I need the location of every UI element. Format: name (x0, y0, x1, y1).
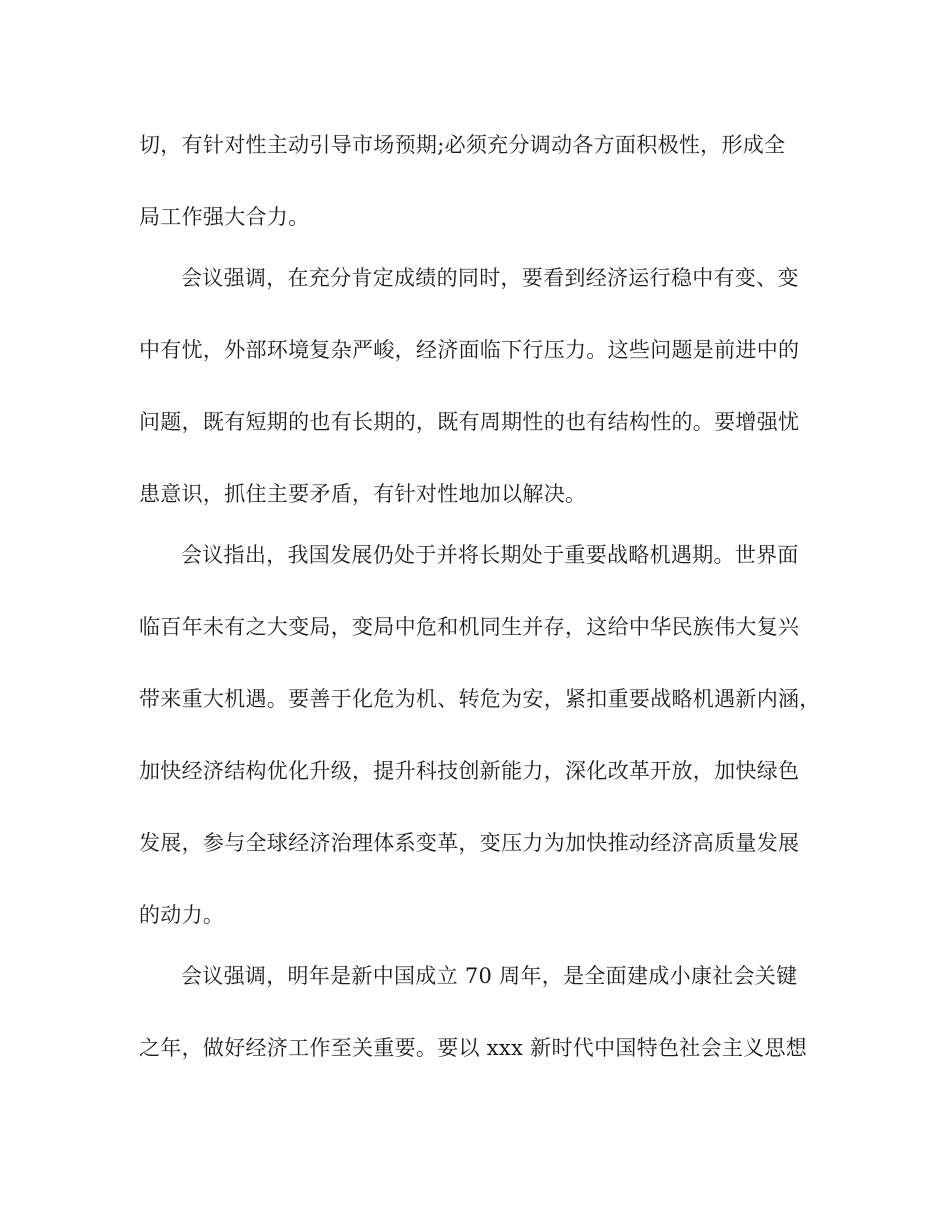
paragraph-line: 中有忧，外部环境复杂严峻，经济面临下行压力。这些问题是前进中的 (139, 338, 800, 362)
paragraph-line: 会议强调，在充分肯定成绩的同时，要看到经济运行稳中有变、变 (181, 266, 799, 290)
paragraph-line: 临百年未有之大变局，变局中危和机同生并存，这给中华民族伟大复兴 (139, 615, 800, 639)
paragraph-line: 局工作强大合力。 (139, 205, 310, 229)
paragraph-line: 会议指出，我国发展仍处于并将长期处于重要战略机遇期。世界面 (181, 543, 799, 567)
paragraph-line: 会议强调，明年是新中国成立 70 周年，是全面建成小康社会关键 (181, 964, 798, 988)
paragraph-line: 发展，参与全球经济治理体系变革，变压力为加快推动经济高质量发展 (139, 831, 800, 855)
paragraph-line: 之年，做好经济工作至关重要。要以 xxx 新时代中国特色社会主义思想 (139, 1036, 808, 1060)
paragraph-line: 加快经济结构优化升级，提升科技创新能力，深化改革开放，加快绿色 (139, 759, 800, 783)
paragraph-line: 切，有针对性主动引导市场预期;必须充分调动各方面积极性，形成全 (139, 133, 786, 157)
paragraph-line: 问题，既有短期的也有长期的，既有周期性的也有结构性的。要增强忧 (139, 410, 800, 434)
paragraph-line: 带来重大机遇。要善于化危为机、转危为安，紧扣重要战略机遇新内涵， (139, 687, 821, 711)
paragraph-line: 患意识，抓住主要矛盾，有针对性地加以解决。 (139, 482, 587, 506)
paragraph-line: 的动力。 (139, 903, 225, 927)
